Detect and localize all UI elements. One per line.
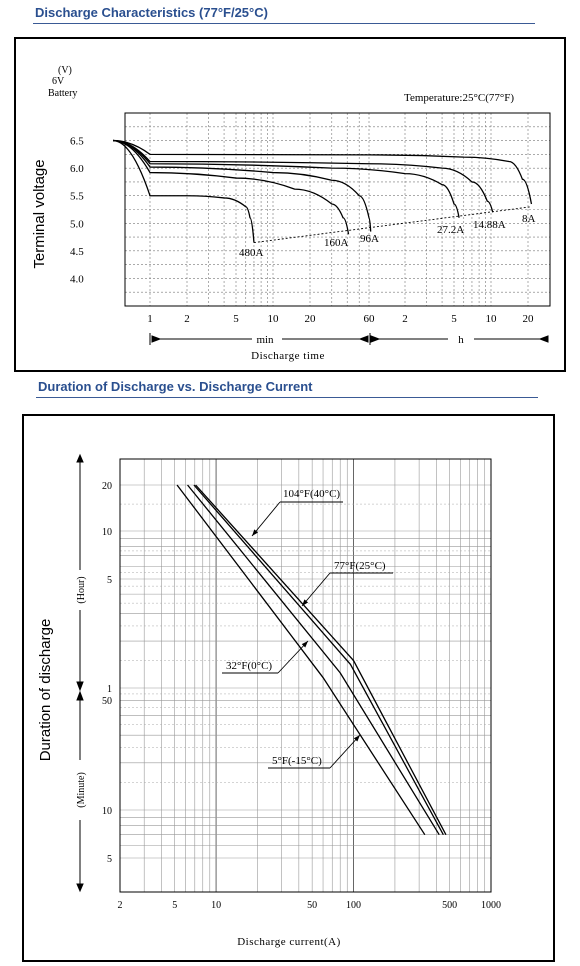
chart2-xlabel: Discharge current(A): [237, 936, 341, 948]
chart1-series-line: [113, 141, 254, 243]
chart1-xtick-label: 20: [522, 313, 534, 325]
chart1-xtick-label: 2: [402, 313, 408, 325]
chart1-ytick-labels: [70, 136, 84, 286]
chart2-ytick-minute-label: 5: [107, 854, 112, 865]
chart2-series-label: 32°F(0°C): [226, 660, 273, 672]
chart1-ytick-label: 6.5: [70, 135, 84, 148]
chart1-h-label: h: [458, 334, 464, 346]
chart1-series-labels: [239, 213, 536, 259]
chart1-xtick-label: 2: [184, 313, 190, 325]
chart2-plot-border: [120, 459, 491, 892]
chart2-xtick-label: 10: [211, 900, 222, 911]
chart2-series-label: 104°F(40°C): [283, 488, 341, 500]
chart2-xtick-label: 500: [442, 900, 458, 911]
chart2-xtick-label: 50: [307, 900, 318, 911]
chart1-ylabel: Terminal voltage: [31, 159, 48, 269]
chart1-ytick-label: 6.0: [70, 163, 84, 176]
chart2-series-label: 5°F(-15°C): [272, 755, 322, 767]
chart1-curves: [113, 141, 531, 243]
chart1-frame: [15, 38, 565, 371]
chart2-hour-label: (Hour): [76, 576, 87, 604]
chart1-xtick-label: 20: [304, 313, 316, 325]
chart1-series-line: [113, 141, 459, 218]
chart2-duration-axis: [77, 455, 83, 891]
chart1-min-label: min: [256, 334, 274, 346]
chart1-xtick-label: 1: [147, 313, 153, 325]
chart2-xtick-label: 2: [117, 900, 123, 911]
chart1-series-label: 480A: [239, 247, 264, 259]
chart2-ytick-hour-label: 10: [102, 527, 112, 538]
chart2-label-leader: [278, 641, 308, 673]
chart1-xtick-label: 5: [233, 313, 239, 325]
chart1-series-label: 8A: [522, 213, 536, 225]
section1-title: Discharge Characteristics (77°F/25°C): [35, 5, 268, 20]
chart1-xlabel: Discharge time: [251, 350, 325, 362]
chart2-ytick-hour-label: 1: [107, 684, 112, 695]
chart1-series-label: 96A: [360, 233, 379, 245]
chart1-xtick-label: 10: [267, 313, 279, 325]
chart1-ytick-label: 4.5: [70, 245, 84, 258]
chart1-xtick-label: 60: [363, 313, 375, 325]
chart2-ytick-minute-label: 10: [102, 806, 112, 817]
chart2-ytick-labels: [102, 481, 112, 865]
chart1-xtick-labels: [147, 313, 534, 325]
chart2-grid: [120, 459, 491, 892]
chart2-ylabel: Duration of discharge: [37, 618, 54, 762]
chart2-ytick-hour-label: 20: [102, 481, 112, 492]
chart1-battery-label-2: Battery: [48, 88, 78, 99]
chart1-ytick-label: 5.0: [70, 218, 84, 231]
chart1-series-line: [113, 141, 531, 204]
section2-title: Duration of Discharge vs. Discharge Current: [38, 379, 313, 394]
chart2-series-labels: [222, 488, 393, 768]
chart1-xtick-label: 5: [451, 313, 457, 325]
chart2-ytick-minute-label: 50: [102, 696, 112, 707]
chart2-xtick-labels: [118, 900, 502, 911]
chart1-series-label: 160A: [324, 237, 349, 249]
chart2-series-label: 77°F(25°C): [334, 560, 386, 572]
chart1-series-label: 14.88A: [473, 219, 506, 231]
chart2-ytick-hour-label: 5: [107, 575, 112, 586]
chart1-battery-label-1: 6V: [52, 76, 65, 87]
chart1-unit-label: (V): [58, 65, 72, 76]
chart1-series-line: [113, 141, 493, 213]
chart1-grid: [125, 113, 550, 306]
chart2-minute-label: (Minute): [76, 772, 87, 808]
chart1-ytick-label: 4.0: [70, 273, 84, 286]
chart1-temperature-label: Temperature:25°C(77°F): [404, 92, 515, 104]
chart2-xtick-label: 100: [346, 900, 362, 911]
chart2-xtick-label: 1000: [481, 900, 501, 911]
chart1-xtick-label: 10: [485, 313, 497, 325]
chart2-xtick-label: 5: [172, 900, 178, 911]
chart1-series-label: 27.2A: [437, 224, 465, 236]
chart1-ytick-label: 5.5: [70, 190, 84, 203]
